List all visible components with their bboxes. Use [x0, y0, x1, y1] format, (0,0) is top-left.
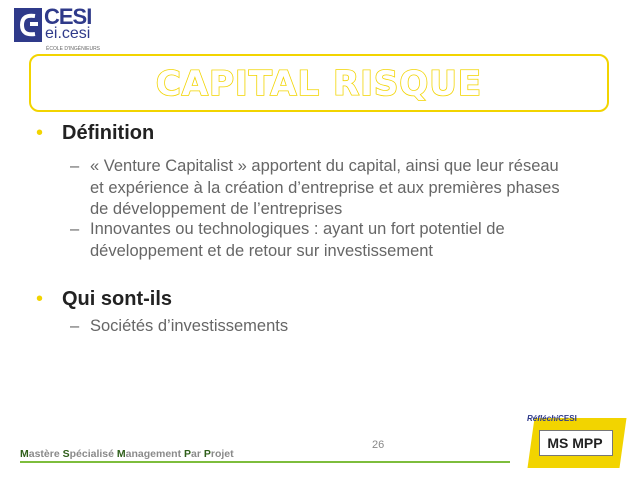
badge-label: MS MPP [547, 435, 603, 451]
dash-icon: – [70, 220, 80, 238]
list-item-text: Innovantes ou technologiques : ayant un fort potentiel de développement et de retour sur investissement [90, 220, 505, 260]
list-item-text: « Venture Capitalist » apportent du capital, ainsi que leur réseau et expérience à la création d’entreprise et aux premières phases de développement de l’entreprises [90, 157, 560, 218]
bullet-qui-sont-ils [36, 288, 172, 311]
cesi-logo [14, 6, 124, 56]
bullet-icon: • [36, 288, 44, 310]
list-item [70, 316, 570, 338]
bullet-definition [36, 122, 154, 145]
cesi-logo-mark-icon [14, 8, 42, 42]
logo-tagline: ÉCOLE D'INGÉNIEURS [46, 46, 101, 52]
bullet-icon: • [36, 122, 44, 144]
logo-eicesi-text: ei.cesi [45, 25, 91, 42]
page-number: 26 [372, 439, 385, 451]
section-heading: Définition [62, 122, 155, 144]
slide-title: CAPITAL RISQUE [155, 64, 483, 104]
dash-icon: – [70, 157, 80, 175]
badge-tagline: RéfléchiCESI [527, 414, 577, 423]
list-item-text: Sociétés d’investissements [90, 317, 289, 335]
list-item [70, 219, 570, 262]
footer-program-name: Mastère Spécialisé Management Par Projet [20, 448, 234, 460]
ms-mpp-badge [525, 414, 625, 470]
title-box [29, 54, 609, 112]
dash-icon: – [70, 317, 80, 335]
logo-cesi-text: CESI [44, 4, 92, 29]
footer-divider [20, 461, 510, 463]
section-heading: Qui sont-ils [62, 288, 172, 310]
list-item [70, 156, 570, 221]
